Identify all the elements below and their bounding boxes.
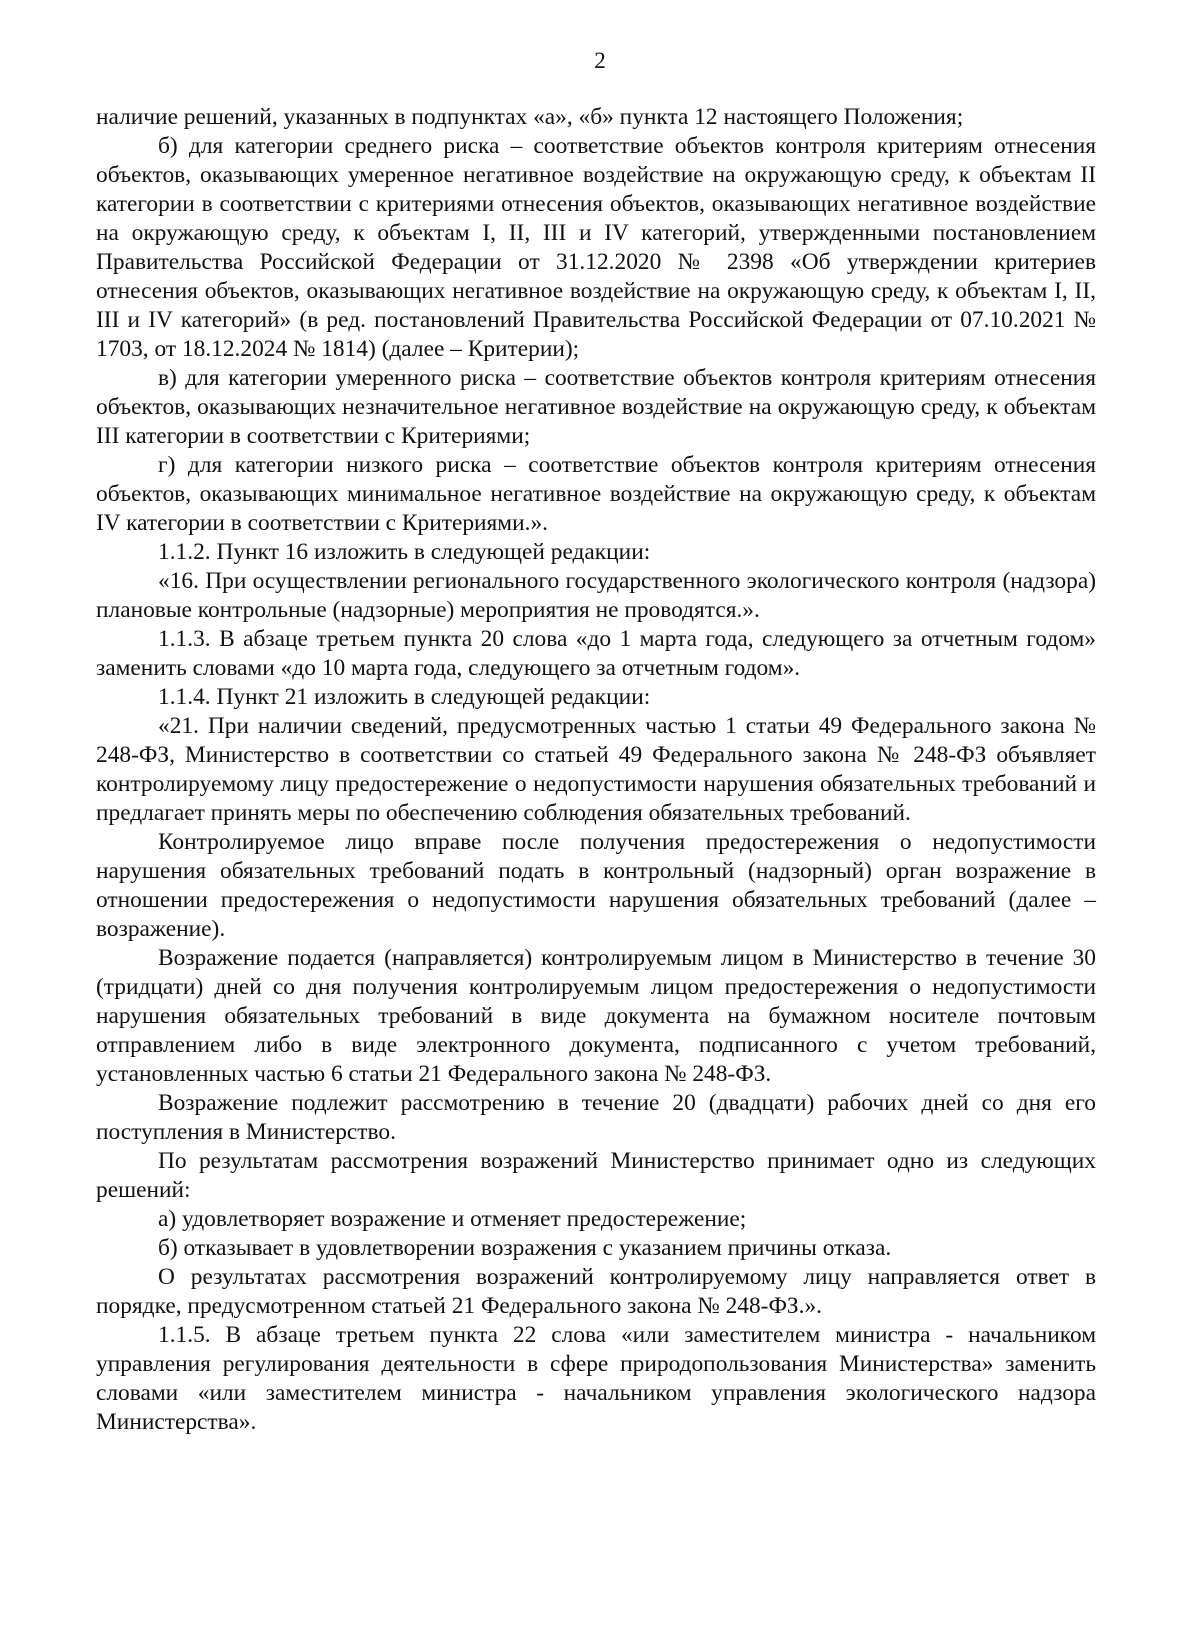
paragraph-objection-filing: Возражение подается (направляется) контролируемым лицом в Министерство в течение 30 (тридцати) дней со дня получения контролируемым лицом предостережения о недопустимости нарушения обязательных требований в виде документа на бумажном носителе почтовым отправлением либо в виде электронного документа, подписанного с учетом требований, установленных частью 6 статьи 21 Федерального закона № 248-ФЗ. (96, 945, 1096, 1087)
paragraph-point-21: «21. При наличии сведений, предусмотренных частью 1 статьи 49 Федерального закона № 248-ФЗ, Министерство в соответствии со статьей 49 Федерального закона № 248-ФЗ объявляет контролируемому лицу предостережение о недопустимости нарушения обязательных требований и предлагает принять меры по обеспечению соблюдения обязательных требований. (96, 713, 1096, 826)
paragraph-moderate-risk: в) для категории умеренного риска – соответствие объектов контроля критериям отнесения объектов, оказывающих незначительное негативное воздействие на окружающую среду, к объектам III категории в соответствии с Критериями; (96, 365, 1096, 449)
paragraph-low-risk: г) для категории низкого риска – соответствие объектов контроля критериям отнесения объектов, оказывающих минимальное негативное воздействие на окружающую среду, к объектам IV категории в соответствии с Критериями.». (96, 452, 1096, 536)
paragraph-continuation: наличие решений, указанных в подпунктах «а», «б» пункта 12 настоящего Положения; (96, 104, 964, 130)
paragraph-point-16: «16. При осуществлении регионального государственного экологического контроля (надзора) плановые контрольные (надзорные) мероприятия не проводятся.». (96, 568, 1096, 623)
document-body (96, 103, 1096, 1437)
page-number: 2 (594, 48, 606, 73)
paragraph-1-1-2: 1.1.2. Пункт 16 изложить в следующей редакции: (158, 539, 651, 565)
paragraph-1-1-4: 1.1.4. Пункт 21 изложить в следующей редакции: (158, 684, 651, 710)
paragraph-review-results: По результатам рассмотрения возражений Министерство принимает одно из следующих решений: (96, 1148, 1096, 1203)
paragraph-medium-risk: б) для категории среднего риска – соответствие объектов контроля критериям отнесения объектов, оказывающих умеренное негативное воздействие на окружающую среду, к объектам II категории в соответствии с критериями отнесения объектов, оказывающих негативное воздействие на окружающую среду, к объектам I, II, III и IV категорий, утвержденными постановлением Правительства Российской Федерации от 31.12.2020 № 2398 «Об утверждении критериев отнесения объектов, оказывающих негативное воздействие на окружающую среду, к объектам I, II, III и IV категорий» (в ред. постановлений Правительства Российской Федерации от 07.10.2021 № 1703, от 18.12.2024 № 1814) (далее – Критерии); (96, 133, 1096, 362)
paragraph-decision-a: а) удовлетворяет возражение и отменяет предостережение; (158, 1206, 747, 1232)
paragraph-decision-b: б) отказывает в удовлетворении возражения с указанием причины отказа. (158, 1235, 892, 1261)
paragraph-1-1-5: 1.1.5. В абзаце третьем пункта 22 слова «или заместителем министра - начальником управления регулирования деятельности в сфере природопользования Министерства» заменить словами «или заместителем министра - начальником управления экологического надзора Министерства». (96, 1322, 1096, 1435)
paragraph-objection-review: Возражение подлежит рассмотрению в течение 20 (двадцати) рабочих дней со дня его поступления в Министерство. (96, 1090, 1096, 1145)
paragraph-objection-right: Контролируемое лицо вправе после получения предостережения о недопустимости нарушения обязательных требований подать в контрольный (надзорный) орган возражение в отношении предостережения о недопустимости нарушения обязательных требований (далее – возражение). (96, 829, 1096, 942)
paragraph-1-1-3: 1.1.3. В абзаце третьем пункта 20 слова «до 1 марта года, следующего за отчетным годом» заменить словами «до 10 марта года, следующего за отчетным годом». (96, 626, 1096, 681)
paragraph-answer: О результатах рассмотрения возражений контролируемому лицу направляется ответ в порядке, предусмотренном статьей 21 Федерального закона № 248-ФЗ.». (96, 1264, 1096, 1319)
